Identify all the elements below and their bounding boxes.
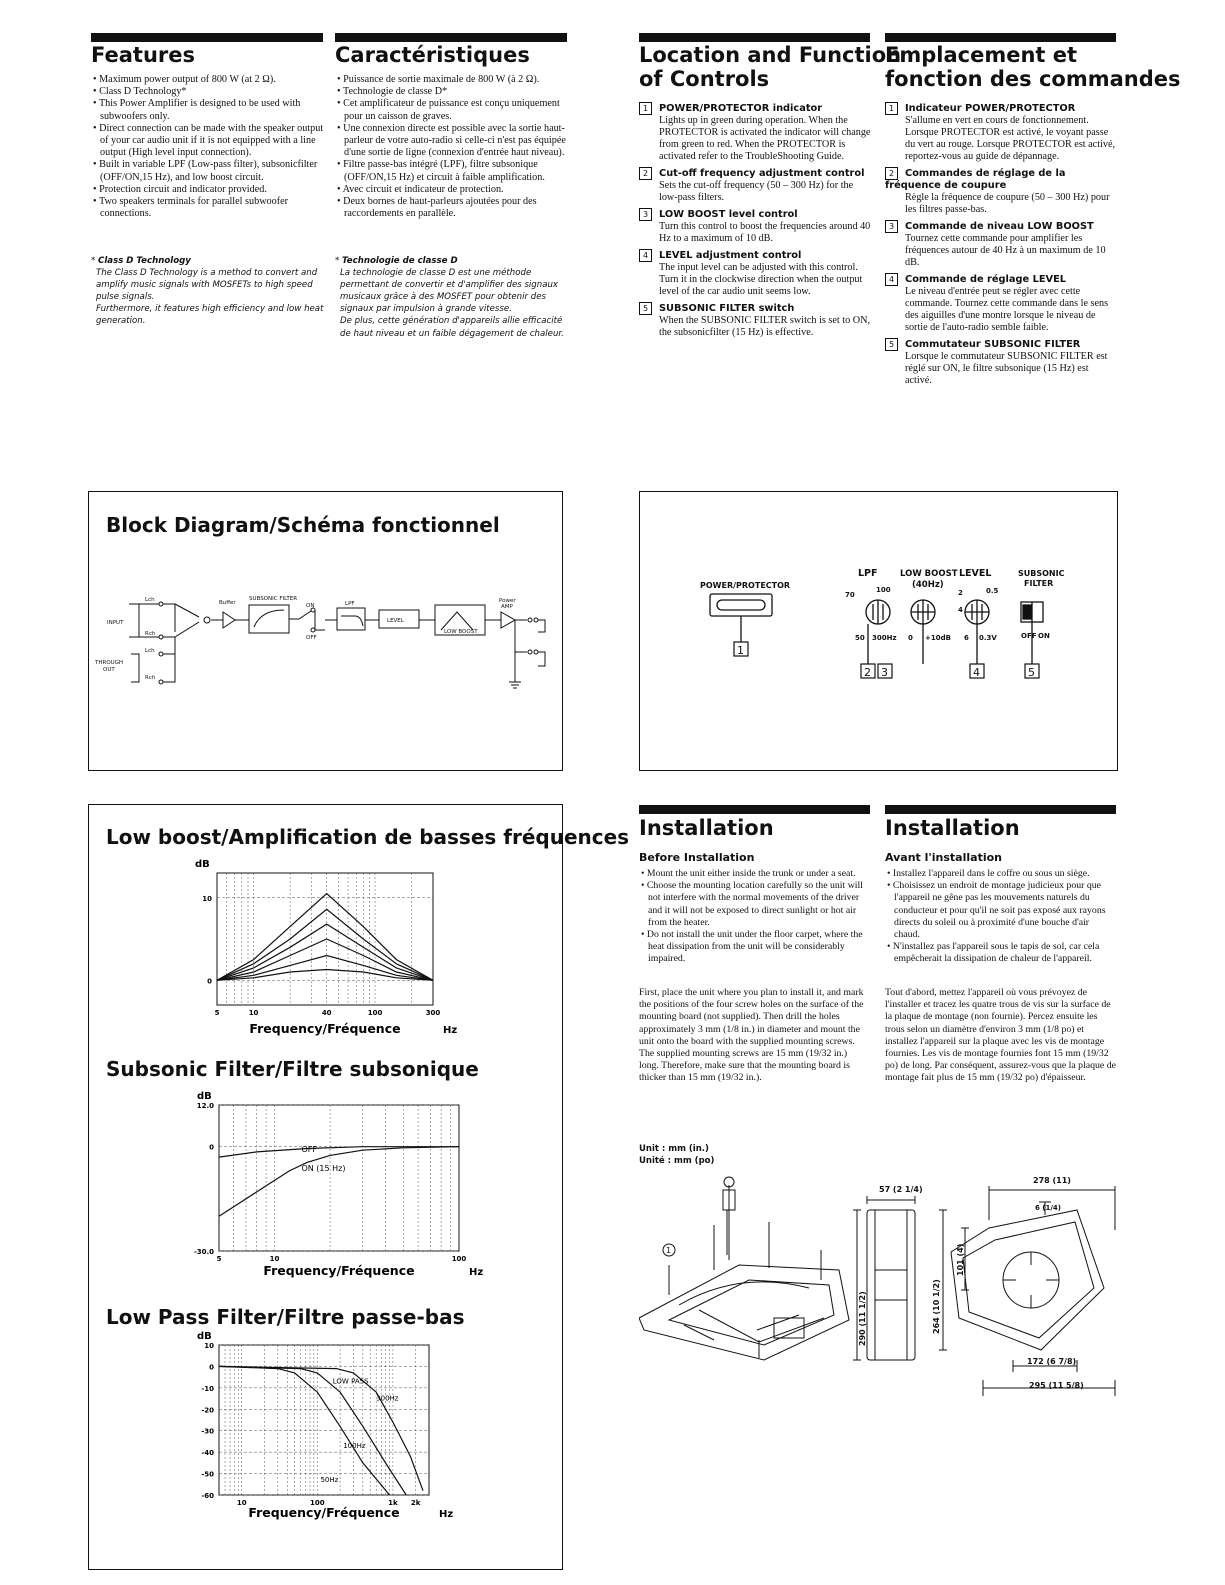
x-axis-label: Frequency/Fréquence bbox=[249, 1021, 401, 1036]
before-installation-heading: Before Installation bbox=[639, 851, 755, 864]
caracteristique-item: • Une connexion directe est possible avec la sortie haut-parleur de votre auto-radio si celle-ci n'est pas équipée d'une sortie de ligne (connexion d'entrée haut niveau). bbox=[335, 123, 571, 160]
feature-item: • Class D Technology* bbox=[91, 86, 329, 98]
y-tick-label: -60 bbox=[201, 1492, 214, 1500]
caracteristique-item: • Deux bornes de haut-parleurs ajoutées pour des raccordements en parallèle. bbox=[335, 196, 571, 220]
x-axis-unit: Hz bbox=[469, 1267, 484, 1278]
y-tick-label: -50 bbox=[201, 1470, 214, 1479]
block-diagram-box bbox=[88, 491, 563, 771]
y-tick-label: 0 bbox=[209, 1143, 214, 1152]
y-tick-label: -20 bbox=[201, 1406, 214, 1415]
charts-svg bbox=[89, 805, 562, 1569]
bd-level-label: LEVEL bbox=[387, 618, 404, 624]
panel-level-scale: 6 bbox=[964, 634, 969, 642]
bd-on-label: ON bbox=[306, 603, 315, 609]
caracteristiques-note: * Technologie de classe D La technologie de classe D est une méthode permettant de convertir et d'amplifier des signaux musicaux grâce à des MOSFET pour obtenir des signaux par impulsion à grande vitesse. De plus, cette génération d'appareils allie efficacité de haut niveau et un faible dégagement de chaleur. bbox=[335, 255, 567, 340]
bd-rch-label: Rch bbox=[145, 631, 156, 637]
panel-switch-off: OFF bbox=[1021, 632, 1037, 640]
x-tick-label: 10 bbox=[236, 1499, 247, 1507]
features-list bbox=[91, 74, 329, 220]
control-title: LOW BOOST level control bbox=[659, 209, 798, 220]
installation-fr-list bbox=[885, 868, 1117, 966]
dimension-drawing bbox=[639, 1170, 1125, 1410]
y-tick-label: 10 bbox=[204, 1342, 214, 1350]
dim-101: 101 (4) bbox=[956, 1243, 965, 1276]
feature-item: • Built in variable LPF (Low-pass filter), subsonicfilter (OFF/ON,15 Hz), and low boost circuit. bbox=[91, 159, 329, 183]
note-line: De plus, cette génération d'appareils allie efficacité de haut niveau et un faible dégagement de chaleur. bbox=[340, 316, 564, 339]
section-rule bbox=[885, 805, 1116, 814]
control-title: Commutateur SUBSONIC FILTER bbox=[905, 339, 1081, 350]
bd-through-label: THROUGH bbox=[95, 660, 124, 666]
x-tick-label: 100 bbox=[310, 1499, 325, 1507]
x-axis-unit: Hz bbox=[443, 1025, 458, 1036]
bd-subsonic-label: SUBSONIC FILTER bbox=[249, 596, 298, 602]
avant-installation-heading: Avant l'installation bbox=[885, 851, 1002, 864]
dim-6: 6 (1/4) bbox=[1035, 1204, 1062, 1212]
control-text: The input level can be adjusted with this control. Turn it in the clockwise direction when the output level of the car audio unit seems low. bbox=[659, 262, 863, 297]
control-description bbox=[888, 220, 1118, 269]
chart-frame bbox=[219, 1105, 459, 1251]
y-tick-label: -10 bbox=[201, 1384, 214, 1393]
charts-box bbox=[88, 804, 630, 1570]
chart-frame bbox=[217, 873, 433, 1005]
control-description bbox=[642, 102, 872, 163]
y-tick-label: -40 bbox=[201, 1449, 214, 1458]
control-description bbox=[642, 208, 872, 245]
control-text: S'allume en vert en cours de fonctionnement. Lorsque PROTECTOR est activé, le voyant passe du vert au rouge. Lorsque PROTECTOR est activé, reportez-vous au guide de dépannage. bbox=[905, 115, 1116, 162]
section-rule bbox=[639, 33, 870, 42]
emplacement-heading bbox=[885, 43, 1181, 91]
feature-item: • Two speakers terminals for parallel subwoofer connections. bbox=[91, 196, 329, 220]
y-axis-label: dB bbox=[197, 1331, 212, 1342]
control-number: 4 bbox=[885, 273, 898, 286]
callout-4: 4 bbox=[973, 666, 980, 679]
installation-fr-para: Tout d'abord, mettez l'appareil où vous prévoyez de l'installer et tracez les quatre trous de vis sur la surface de la plaque de montage (non fournie). Percez ensuite les trous selon un diamètre d'environ 3 mm (1/8 po) et installez l'appareil sur la plaque avec les vis de montage fournies. Les vis de montage fournies font 15 mm (19/32 po) de long. Par conséquent, assurez-vous que la plaque de montage fait plus de 15 mm (19/32 po) d'épaisseur. bbox=[885, 987, 1116, 1084]
caracteristiques-list bbox=[335, 74, 571, 220]
unit-label-fr: Unité : mm (po) bbox=[639, 1156, 715, 1166]
dim-290: 290 (11 1/2) bbox=[858, 1291, 867, 1346]
caracteristique-item: • Cet amplificateur de puissance est conçu uniquement pour un caisson de graves. bbox=[335, 98, 571, 122]
emplacement-controls bbox=[885, 102, 1118, 391]
control-description bbox=[642, 249, 872, 298]
panel-level-label: LEVEL bbox=[959, 568, 992, 579]
control-title: SUBSONIC FILTER switch bbox=[659, 303, 795, 314]
note-line: The Class D Technology is a method to convert and amplify music signals with MOSFETs to high speed pulse signals. bbox=[96, 268, 318, 303]
installation-item: • Installez l'appareil dans le coffre ou sous un siège. bbox=[885, 868, 1117, 880]
note-line: Furthermore, it features high efficiency and low heat generation. bbox=[96, 304, 324, 327]
control-number: 1 bbox=[885, 102, 898, 115]
control-description bbox=[642, 302, 872, 339]
location-heading bbox=[639, 43, 901, 91]
section-rule bbox=[885, 33, 1116, 42]
emplacement-heading-line1: Emplacement et bbox=[885, 43, 1078, 67]
dim-278: 278 (11) bbox=[1033, 1176, 1071, 1185]
control-number: 5 bbox=[885, 338, 898, 351]
caracteristique-item: • Puissance de sortie maximale de 800 W (à 2 Ω). bbox=[335, 74, 571, 86]
callout-3: 3 bbox=[881, 666, 888, 679]
bd-amp-label: AMP bbox=[501, 604, 513, 610]
x-tick-label: 100 bbox=[367, 1009, 383, 1017]
series-line-on15hz bbox=[219, 1144, 459, 1217]
control-text: Le niveau d'entrée peut se régler avec cette commande. Tournez cette commande dans le sens des aiguilles d'une montre lorsque le niveau de sortie de l'auto-radio semble faible. bbox=[905, 286, 1109, 333]
x-axis-unit: Hz bbox=[439, 1509, 454, 1520]
panel-level-scale: 2 bbox=[958, 589, 963, 597]
bd-lch-label: Lch bbox=[145, 597, 155, 603]
series-line-10db bbox=[217, 894, 433, 981]
x-tick-label: 300 bbox=[425, 1009, 441, 1017]
control-text: Sets the cut-off frequency (50 – 300 Hz) for the low-pass filters. bbox=[659, 180, 854, 203]
bd-input-label: INPUT bbox=[107, 620, 124, 626]
chart-title-lowpass: Low Pass Filter/Filtre passe-bas bbox=[106, 1305, 465, 1329]
control-number: 3 bbox=[885, 220, 898, 233]
installation-item: • N'installez pas l'appareil sous le tapis de sol, car cela empêcherait la dissipation de chaleur de l'appareil. bbox=[885, 941, 1117, 965]
x-axis-label: Frequency/Fréquence bbox=[248, 1505, 400, 1520]
control-number: 4 bbox=[639, 249, 652, 262]
y-tick-label: 10 bbox=[202, 894, 212, 903]
control-title: Indicateur POWER/PROTECTOR bbox=[905, 103, 1076, 114]
x-tick-label: 1k bbox=[388, 1499, 398, 1507]
installation-item: • Do not install the unit under the floor carpet, where the heat dissipation from the unit will be considerably impaired. bbox=[639, 929, 871, 966]
control-title: Commande de niveau LOW BOOST bbox=[905, 221, 1094, 232]
control-panel bbox=[640, 492, 1117, 770]
series-line-off bbox=[219, 1144, 459, 1157]
feature-item: • This Power Amplifier is designed to be used with subwoofers only. bbox=[91, 98, 329, 122]
x-tick-label: 10 bbox=[248, 1009, 259, 1017]
control-description bbox=[888, 338, 1118, 387]
y-axis-label: dB bbox=[195, 859, 210, 870]
control-description bbox=[642, 167, 872, 204]
x-tick-label: 5 bbox=[214, 1009, 220, 1017]
section-rule bbox=[335, 33, 567, 42]
control-number: 5 bbox=[639, 302, 652, 315]
location-controls bbox=[642, 102, 872, 343]
y-tick-label: 0 bbox=[207, 977, 212, 986]
chart-annotation: 100Hz bbox=[343, 1441, 366, 1450]
section-rule bbox=[639, 805, 870, 814]
panel-level-scale: 4 bbox=[958, 606, 963, 614]
panel-power-protector-label: POWER/PROTECTOR bbox=[700, 581, 791, 590]
unit-label bbox=[639, 1143, 714, 1167]
bd-power-label: Power bbox=[499, 598, 516, 604]
series-line-4db bbox=[217, 939, 433, 980]
installation-item: • Choisissez un endroit de montage judicieux pour que l'appareil ne gêne pas les mouvements naturels du conducteur et pour qu'il ne soit pas exposé aux rayons directs du soleil ou à proximité d'une bouche d'air chaud. bbox=[885, 880, 1117, 941]
installation-item: • Choose the mounting location carefully so the unit will not interfere with the normal movements of the driver and it will not be exposed to direct sunlight or hot air from the heater. bbox=[639, 880, 871, 929]
panel-subsonic-label1: SUBSONIC bbox=[1018, 569, 1065, 578]
control-text: Lights up in green during operation. When the PROTECTOR is activated the indicator will change from green to red. When the PROTECTOR is activated refer to the TroubleShooting Guide. bbox=[659, 115, 871, 162]
caracteristiques-heading: Caractéristiques bbox=[335, 43, 530, 67]
x-axis-label: Frequency/Fréquence bbox=[263, 1263, 415, 1278]
bd-rch-label: Rch bbox=[145, 675, 156, 681]
control-title: LEVEL adjustment control bbox=[659, 250, 802, 261]
emplacement-heading-line2: fonction des commandes bbox=[885, 67, 1181, 91]
dim-295: 295 (11 5/8) bbox=[1029, 1381, 1084, 1390]
installation-en-para: First, place the unit where you plan to install it, and mark the positions of the four screw holes on the surface of the mounting board (not supplied). Then drill the holes approximately 3 mm (1/8 in.) in diameter and mount the unit onto the board with the supplied mounting screws. The supplied mounting screws are 15 mm (19/32 in.) long. Therefore, make sure that the mounting board is thicker than 15 mm (19/32 in.). bbox=[639, 987, 864, 1084]
panel-level-scale: 0.5 bbox=[986, 587, 999, 595]
chart-annotation: 300Hz bbox=[376, 1394, 399, 1403]
caracteristique-item: • Filtre passe-bas intégré (LPF), filtre subsonique (OFF/ON,15 Hz) et circuit à faible amplification. bbox=[335, 159, 571, 183]
unit-label-en: Unit : mm (in.) bbox=[639, 1144, 709, 1154]
panel-switch-on: ON bbox=[1038, 632, 1050, 640]
control-title: Cut-off frequency adjustment control bbox=[659, 168, 865, 179]
series-line-2db bbox=[217, 956, 433, 981]
series-line-100hz bbox=[219, 1366, 406, 1495]
control-number: 2 bbox=[885, 167, 898, 180]
callout-5: 5 bbox=[1028, 666, 1035, 679]
series-line-300hz bbox=[219, 1366, 423, 1490]
dim-172: 172 (6 7/8) bbox=[1027, 1357, 1077, 1366]
control-number: 3 bbox=[639, 208, 652, 221]
features-heading: Features bbox=[91, 43, 195, 67]
panel-lpf-scale: 70 bbox=[845, 591, 855, 599]
note-title: Technologie de classe D bbox=[342, 256, 458, 266]
panel-lpf-scale: 50 bbox=[855, 634, 865, 642]
callout-2: 2 bbox=[864, 666, 871, 679]
control-number: 1 bbox=[639, 102, 652, 115]
installation-en-list bbox=[639, 868, 871, 966]
panel-subsonic-label2: FILTER bbox=[1024, 579, 1054, 588]
section-rule bbox=[91, 33, 323, 42]
block-diagram-title: Block Diagram/Schéma fonctionnel bbox=[106, 513, 500, 537]
panel-low-boost-sub: (40Hz) bbox=[912, 580, 944, 590]
location-heading-line1: Location and Function bbox=[639, 43, 902, 67]
dim-264: 264 (10 1/2) bbox=[932, 1279, 941, 1334]
bd-lowboost-label: LOW BOOST bbox=[444, 629, 478, 635]
control-text: Lorsque le commutateur SUBSONIC FILTER est réglé sur ON, le filtre subsonique (15 Hz) est activé. bbox=[905, 351, 1108, 386]
control-text: When the SUBSONIC FILTER switch is set to ON, the subsonicfilter (15 Hz) is effective. bbox=[659, 315, 871, 338]
control-title: Commandes de réglage de la fréquence de coupure bbox=[885, 168, 1066, 191]
bd-buffer-label: Buffer bbox=[219, 600, 236, 606]
feature-item: • Direct connection can be made with the speaker output of your car audio unit if it is not equipped with a line output (High level input connection). bbox=[91, 123, 329, 160]
panel-lpf-label: LPF bbox=[858, 568, 878, 579]
control-number: 2 bbox=[639, 167, 652, 180]
x-tick-label: 10 bbox=[269, 1255, 280, 1263]
chart-annotation: OFF bbox=[301, 1144, 317, 1154]
control-description bbox=[885, 167, 1118, 216]
panel-level-scale: 0.3V bbox=[979, 634, 997, 642]
block-diagram bbox=[89, 492, 562, 770]
control-title: POWER/PROTECTOR indicator bbox=[659, 103, 823, 114]
caracteristique-item: • Avec circuit et indicateur de protection. bbox=[335, 184, 571, 196]
control-title: Commande de réglage LEVEL bbox=[905, 274, 1067, 285]
series-line-6db bbox=[217, 924, 433, 980]
bd-out-label: OUT bbox=[103, 667, 115, 673]
chart-title-subsonic: Subsonic Filter/Filtre subsonique bbox=[106, 1057, 479, 1081]
y-tick-label: 12.0 bbox=[196, 1102, 214, 1110]
panel-low-boost-label: LOW BOOST bbox=[900, 569, 958, 579]
control-text: Turn this control to boost the frequencies around 40 Hz to a maximum of 10 dB. bbox=[659, 221, 871, 244]
note-title: Class D Technology bbox=[98, 256, 191, 266]
x-tick-label: 40 bbox=[321, 1009, 332, 1017]
panel-lb-scale: +10dB bbox=[925, 634, 951, 642]
y-tick-label: 0 bbox=[209, 1363, 214, 1372]
x-tick-label: 5 bbox=[216, 1255, 222, 1263]
note-line: La technologie de classe D est une méthode permettant de convertir et d'amplifier des signaux musicaux grâce à des MOSFET pour obtenir des signaux par impulsion à grande vitesse. bbox=[340, 268, 559, 315]
caracteristique-item: • Technologie de classe D* bbox=[335, 86, 571, 98]
features-note: * Class D Technology The Class D Technology is a method to convert and amplify music signals with MOSFETs to high speed pulse signals. Furthermore, it features high efficiency and low heat generation. bbox=[91, 255, 327, 328]
feature-item: • Maximum power output of 800 W (at 2 Ω). bbox=[91, 74, 329, 86]
control-description bbox=[888, 102, 1118, 163]
bd-lch-label: Lch bbox=[145, 648, 155, 654]
panel-lpf-scale: 100 bbox=[876, 586, 891, 594]
chart-title-lowboost: Low boost/Amplification de basses fréquences bbox=[106, 825, 630, 849]
panel-lpf-scale: 300Hz bbox=[872, 634, 897, 642]
installation-item: • Mount the unit either inside the trunk or under a seat. bbox=[639, 868, 871, 880]
control-panel-box bbox=[639, 491, 1118, 771]
dim-callout: 1 bbox=[666, 1246, 672, 1255]
x-tick-label: 2k bbox=[410, 1499, 421, 1507]
control-text: Tournez cette commande pour amplifier les fréquences autour de 40 Hz à un maximum de 10 dB. bbox=[905, 233, 1106, 268]
panel-lb-scale: 0 bbox=[908, 634, 913, 642]
bd-off-label: OFF bbox=[306, 635, 317, 641]
dim-57: 57 (2 1/4) bbox=[879, 1185, 923, 1194]
bd-lpf-label: LPF bbox=[345, 601, 355, 607]
feature-item: • Protection circuit and indicator provided. bbox=[91, 184, 329, 196]
chart-annotation: 50Hz bbox=[320, 1476, 339, 1485]
installation-heading-en: Installation bbox=[639, 816, 774, 840]
y-tick-label: -30.0 bbox=[193, 1248, 214, 1256]
callout-1: 1 bbox=[737, 644, 744, 657]
location-heading-line2: of Controls bbox=[639, 67, 770, 91]
control-description bbox=[888, 273, 1118, 334]
y-tick-label: -30 bbox=[201, 1427, 214, 1436]
series-line-0db bbox=[217, 970, 433, 981]
control-text: Règle la fréquence de coupure (50 – 300 Hz) pour les filtres passe-bas. bbox=[905, 192, 1110, 215]
chart-annotation: ON (15 Hz) bbox=[301, 1164, 346, 1174]
chart-annotation: LOW PASS bbox=[332, 1377, 369, 1386]
y-axis-label: dB bbox=[197, 1091, 212, 1102]
installation-heading-fr: Installation bbox=[885, 816, 1020, 840]
x-tick-label: 100 bbox=[451, 1255, 467, 1263]
